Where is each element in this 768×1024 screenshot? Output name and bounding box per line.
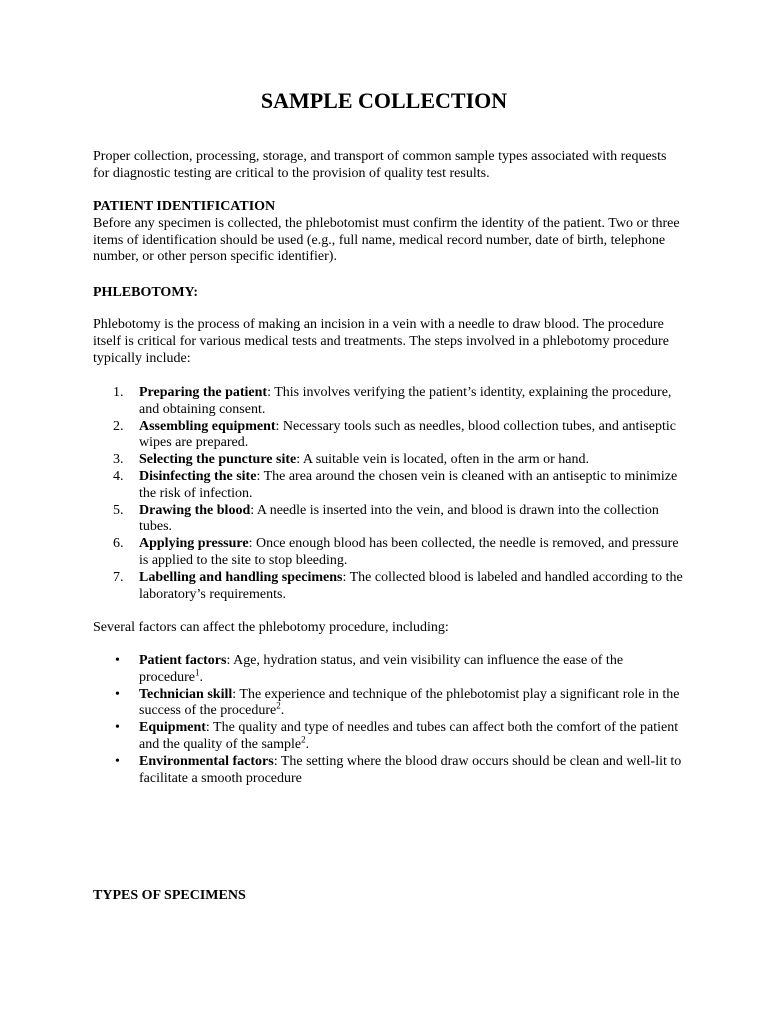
- patient-identification-section: [93, 199, 683, 266]
- step-number: 4.: [113, 468, 124, 484]
- step-text: : This involves verifying the patient’s identity, explaining the procedure, and obtaining consent.: [139, 385, 672, 417]
- list-item: [93, 687, 683, 721]
- step-term: Drawing the blood: [139, 502, 251, 518]
- footnote-ref: 2: [301, 734, 306, 745]
- list-item: [93, 570, 683, 604]
- factor-end: .: [280, 703, 285, 719]
- factor-term: Environmental factors: [139, 753, 274, 769]
- factors-list: [93, 653, 683, 787]
- list-item: [93, 503, 683, 537]
- bullet-icon: •: [115, 753, 120, 769]
- factor-term: Equipment: [139, 720, 206, 736]
- step-number: 2.: [113, 418, 124, 434]
- factor-end: .: [305, 736, 310, 752]
- phlebotomy-heading: PHLEBOTOMY:: [93, 285, 199, 300]
- list-item: [93, 419, 683, 453]
- bullet-icon: •: [115, 653, 120, 668]
- bullet-icon: •: [115, 720, 120, 736]
- factor-text: : The setting where the blood draw occurs should be clean and well-lit to facilitate a smooth procedure: [139, 753, 682, 786]
- step-text: : A suitable vein is located, often in the arm or hand.: [296, 452, 589, 468]
- step-text: : A needle is inserted into the vein, and blood is drawn into the collection tubes.: [139, 502, 659, 535]
- step-number: 3.: [113, 452, 124, 468]
- list-item: [93, 720, 683, 754]
- step-term: Disinfecting the site: [139, 468, 257, 484]
- step-text: : The collected blood is labeled and handled according to the laboratory’s requirements.: [139, 569, 683, 602]
- factor-text: : The experience and technique of the phlebotomist play a significant role in the success of the procedure: [139, 686, 680, 719]
- step-term: Selecting the puncture site: [139, 452, 297, 468]
- step-number: 1.: [113, 385, 124, 400]
- list-item: [93, 536, 683, 570]
- step-text: : Necessary tools such as needles, blood collection tubes, and antiseptic wipes are prepared.: [139, 418, 676, 451]
- factors-intro-paragraph: Several factors can affect the phlebotomy procedure, including:: [93, 620, 449, 635]
- patient-identification-text: Before any specimen is collected, the phlebotomist must confirm the identity of the patient. Two or three items of identification should be used (e.g., full name, medical record number, date of birth, telephone number, or other person specific identifier).: [93, 215, 680, 265]
- page-title: SAMPLE COLLECTION: [260, 88, 508, 113]
- list-item: [93, 754, 683, 788]
- intro-paragraph: Proper collection, processing, storage, and transport of common sample types associated with requests for diagnostic testing are critical to the provision of quality test results.: [93, 149, 667, 181]
- step-number: 7.: [113, 569, 124, 585]
- types-of-specimens-heading: TYPES OF SPECIMENS: [93, 888, 246, 903]
- step-term: Assembling equipment: [139, 418, 276, 434]
- phlebotomy-steps-list: [93, 385, 683, 603]
- factor-term: Patient factors: [139, 653, 227, 668]
- footnote-ref: 2: [276, 700, 281, 711]
- factor-end: .: [199, 669, 203, 685]
- factor-text: : Age, hydration status, and vein visibility can influence the ease of the procedure: [139, 653, 624, 685]
- step-text: : The area around the chosen vein is cleaned with an antiseptic to minimize the risk of infection.: [139, 468, 678, 501]
- list-item: [93, 469, 683, 503]
- step-number: 6.: [113, 536, 124, 552]
- step-term: Applying pressure: [139, 536, 249, 552]
- phlebotomy-paragraph: Phlebotomy is the process of making an incision in a vein with a needle to draw blood. The procedure itself is critical for various medical tests and treatments. The steps involved in a phlebotomy procedure typically include:: [93, 317, 669, 366]
- patient-identification-heading: PATIENT IDENTIFICATION: [93, 199, 276, 214]
- bullet-icon: •: [115, 686, 120, 702]
- step-number: 5.: [113, 502, 124, 518]
- list-item: [93, 452, 683, 469]
- step-text: : Once enough blood has been collected, the needle is removed, and pressure is applied to the site to stop bleeding.: [139, 536, 679, 568]
- factor-term: Technician skill: [139, 686, 233, 702]
- footnote-ref: 1: [194, 667, 200, 678]
- step-term: Preparing the patient: [139, 385, 268, 400]
- list-item: [93, 653, 683, 687]
- step-term: Labelling and handling specimens: [139, 569, 343, 585]
- factor-text: : The quality and type of needles and tubes can affect both the comfort of the patient and the quality of the sample: [139, 720, 679, 752]
- list-item: [93, 385, 683, 419]
